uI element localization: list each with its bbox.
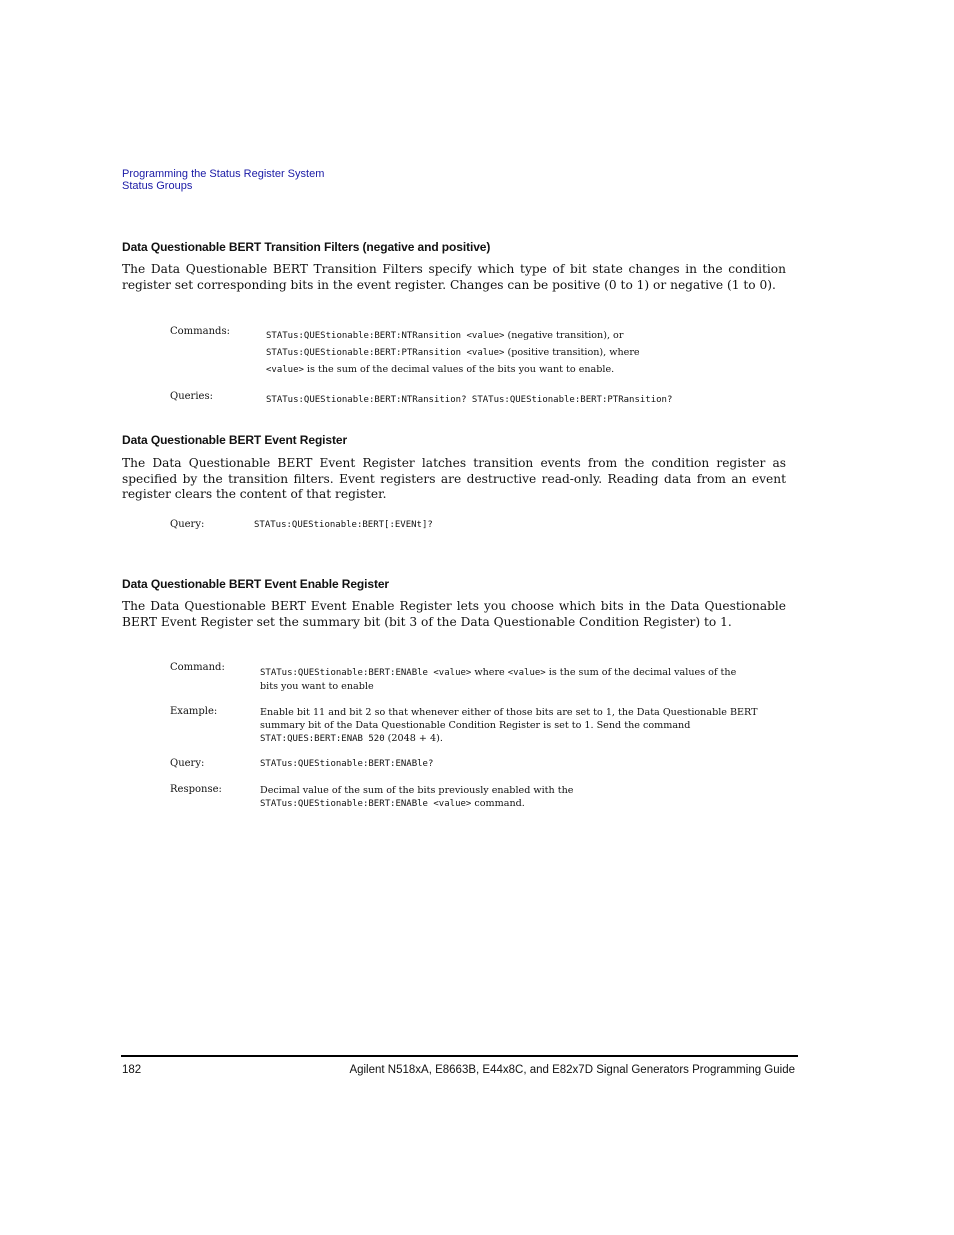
section-body-transition-filters: The Data Questionable BERT Transition Filters specify which type of bit state changes in the condition register set corresponding bits in the event register. Changes can be positive (0 to 1) or negative (1 to 0). <box>122 262 786 292</box>
example-value <box>260 706 790 746</box>
commands-value <box>266 327 640 378</box>
command-line <box>260 666 790 680</box>
query-value <box>254 517 433 534</box>
commands-label: Commands: <box>170 326 230 337</box>
query-code: STATus:QUEStionable:BERT:ENABle? <box>260 759 434 769</box>
response-line <box>260 797 790 811</box>
response-code: STATus:QUEStionable:BERT:ENABle <value> <box>260 799 472 809</box>
guide-title: Agilent N518xA, E8663B, E44x8C, and E82x7D Signal Generators Programming Guide <box>349 1064 795 1076</box>
command-code: STATus:QUEStionable:BERT:NTRansition <value> <box>266 331 505 341</box>
example-label: Example: <box>170 706 218 717</box>
query-label: Query: <box>170 758 205 769</box>
section-heading-transition-filters: Data Questionable BERT Transition Filters (negative and positive) <box>122 240 491 254</box>
command-line-ntransition <box>266 327 640 344</box>
command-line-value <box>266 361 640 378</box>
command-line-ptransition <box>266 344 640 361</box>
section-heading-event-enable-register: Data Questionable BERT Event Enable Register <box>122 577 390 591</box>
example-line: Enable bit 11 and bit 2 so that whenever either of those bits are set to 1, the Data Questionable BERT <box>260 707 758 718</box>
breadcrumb-chapter[interactable]: Programming the Status Register System <box>122 168 325 180</box>
response-label: Response: <box>170 784 222 795</box>
queries-label: Queries: <box>170 391 213 402</box>
section-body-event-enable-register: The Data Questionable BERT Event Enable Register lets you choose which bits in the Data Questionable BERT Event Register set the summary bit (bit 3 of the Data Questionable Condition Register) to 1. <box>122 599 786 629</box>
response-value <box>260 784 790 811</box>
command-text: is the sum of the decimal values of the <box>545 667 737 678</box>
command-label: Command: <box>170 662 225 673</box>
breadcrumb-section[interactable]: Status Groups <box>122 180 193 192</box>
example-text: (2048 + 4). <box>384 733 443 744</box>
queries-code: STATus:QUEStionable:BERT:NTRansition? STATus:QUEStionable:BERT:PTRansition? <box>266 395 673 405</box>
command-code: STATus:QUEStionable:BERT:ENABle <value> <box>260 668 472 678</box>
command-text: where <box>471 667 508 678</box>
example-code: STAT:QUES:BERT:ENAB 520 <box>260 734 385 744</box>
command-code: STATus:QUEStionable:BERT:PTRansition <value> <box>266 348 505 358</box>
page-number: 182 <box>122 1064 142 1076</box>
query-value <box>260 758 433 771</box>
response-line: Decimal value of the sum of the bits previously enabled with the <box>260 785 574 796</box>
command-code: <value> <box>507 668 546 678</box>
command-text: is the sum of the decimal values of the bits you want to enable. <box>303 364 615 375</box>
command-value <box>260 666 790 693</box>
example-line <box>260 732 790 746</box>
section-heading-event-register: Data Questionable BERT Event Register <box>122 433 348 447</box>
queries-value <box>266 392 672 409</box>
command-text: (positive transition), where <box>504 347 640 358</box>
command-text: (negative transition), or <box>504 330 624 341</box>
footer-rule <box>121 1055 798 1057</box>
query-code: STATus:QUEStionable:BERT[:EVENt]? <box>254 520 433 530</box>
example-line: summary bit of the Data Questionable Condition Register is set to 1. Send the command <box>260 720 691 731</box>
command-line: bits you want to enable <box>260 681 374 692</box>
response-text: command. <box>471 798 525 809</box>
command-code: <value> <box>266 365 304 375</box>
query-label: Query: <box>170 519 205 530</box>
section-body-event-register: The Data Questionable BERT Event Register latches transition events from the condition register as specified by the transition filters. Event registers are destructive read-only. Reading data from an event register clears the content of that register. <box>122 456 786 502</box>
